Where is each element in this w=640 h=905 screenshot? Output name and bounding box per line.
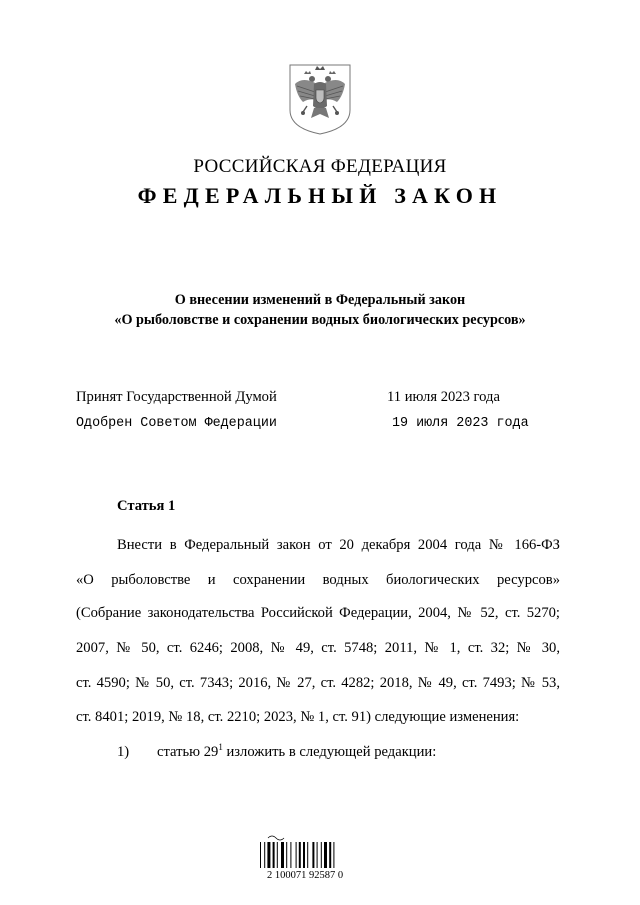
article-text-line: 2007, № 50, ст. 6246; 2008, № 49, ст. 5748; 2011, № 1, ст. 32; № 30, — [76, 640, 560, 656]
barcode-bar — [267, 842, 270, 868]
barcode-bar — [299, 842, 301, 868]
barcode-bar — [324, 842, 327, 868]
law-title-line-2: «О рыболовстве и сохранении водных биологических ресурсов» — [114, 312, 526, 328]
article-text-line: «О рыболовстве и сохранении водных биологических ресурсов» — [76, 572, 560, 588]
list-item-text-start: статью 29 — [157, 744, 219, 760]
barcode-number: 2 100071 92587 0 — [266, 870, 344, 881]
article-text-line: ст. 4590; № 50, ст. 7343; 2016, № 27, ст. 4282; 2018, № 49, ст. 7493; № 53, — [76, 675, 560, 691]
article-text-line: ст. 8401; 2019, № 18, ст. 2210; 2023, № 1, ст. 91) следующие изменения: — [76, 709, 520, 725]
duma-adoption-label: Принят Государственной Думой — [76, 389, 277, 405]
barcode-bar — [264, 842, 265, 868]
barcode-bar — [307, 842, 308, 868]
barcode-bar — [281, 842, 284, 868]
barcode-bar — [260, 842, 261, 868]
article-text-line: Внести в Федеральный закон от 20 декабря 2004 года № 166-ФЗ — [117, 537, 560, 553]
article-superscript: 1 — [218, 742, 223, 752]
barcode-bar — [317, 842, 318, 868]
barcode-bar — [321, 842, 322, 868]
barcode-bar — [333, 842, 334, 868]
barcode-bar — [312, 842, 314, 868]
barcode-bar — [277, 842, 278, 868]
list-item-text — [157, 744, 436, 761]
barcode-bar — [286, 842, 287, 868]
barcode-bar — [290, 842, 291, 868]
country-name: РОССИЙСКАЯ ФЕДЕРАЦИЯ — [193, 156, 447, 177]
list-item-text-end: изложить в следующей редакции: — [222, 744, 437, 760]
barcode-bar — [273, 842, 275, 868]
barcode-bar — [303, 842, 305, 868]
barcode-bar — [329, 842, 331, 868]
document-type: ФЕДЕРАЛЬНЫЙ ЗАКОН — [137, 183, 503, 208]
barcode-bar — [296, 842, 297, 868]
list-item-number: 1) — [117, 744, 130, 760]
coat-of-arms-icon — [287, 62, 353, 136]
council-approval-date: 19 июля 2023 года — [392, 416, 529, 431]
article-heading: Статья 1 — [117, 498, 176, 514]
duma-adoption-date: 11 июля 2023 года — [387, 389, 500, 405]
law-title-line-1: О внесении изменений в Федеральный закон — [174, 292, 466, 308]
barcode-mark — [268, 836, 284, 840]
council-approval-label: Одобрен Советом Федерации — [76, 416, 277, 431]
article-text-line: (Собрание законодательства Российской Федерации, 2004, № 52, ст. 5270; — [76, 605, 560, 621]
